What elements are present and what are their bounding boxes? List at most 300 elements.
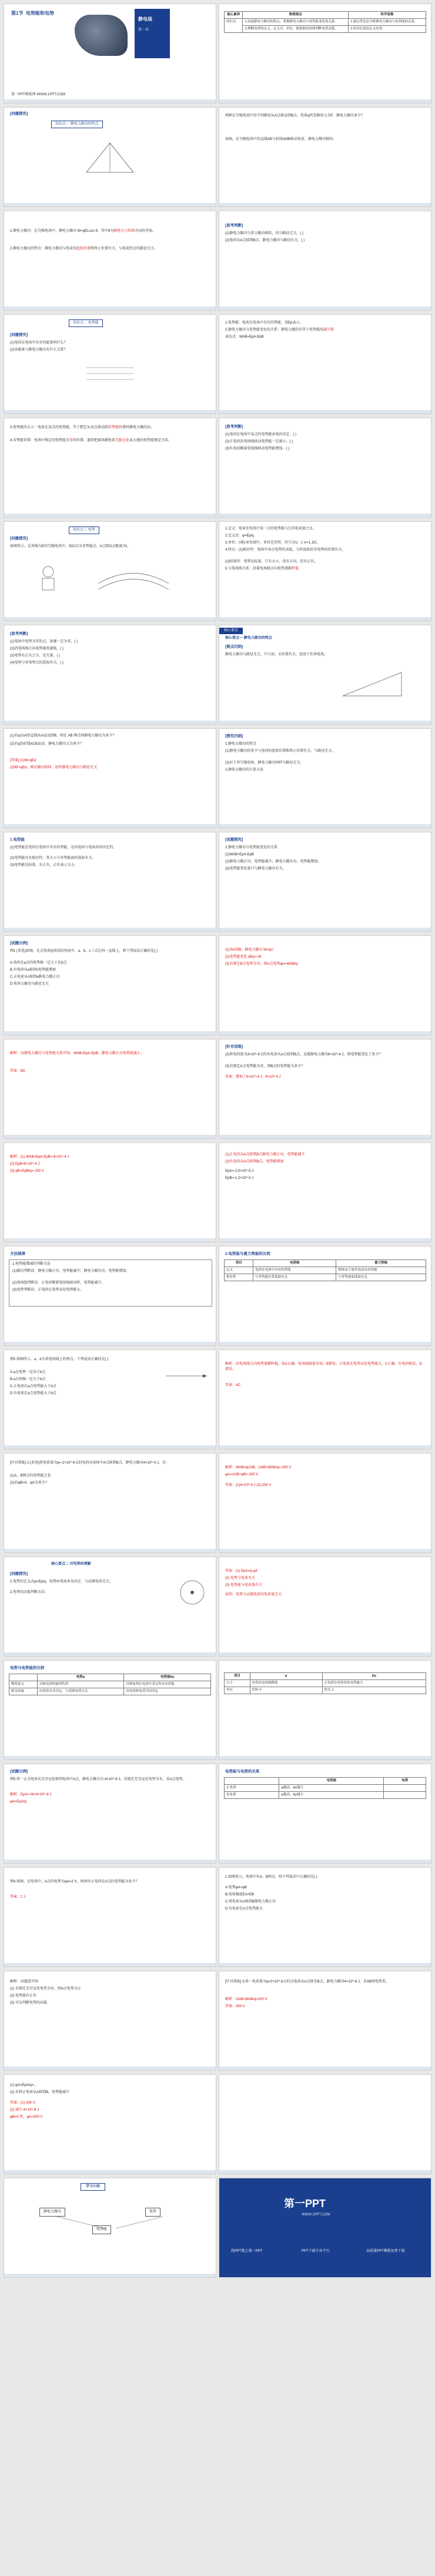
- summary-item: 电势: [145, 2208, 160, 2217]
- slide-footer: [4, 514, 216, 517]
- question-text: 两种在匀强电场中沿不同路径从A点移动到B点，电荷q所受静电力为F，静电力做功多少？: [225, 114, 365, 118]
- option-a: A.电荷在a点的电势能一定大于在b点: [10, 961, 67, 965]
- summary-connectors: [51, 2214, 169, 2237]
- slide-trial-1: [219, 832, 431, 932]
- solution-3: (3) 可以判断电势的高低: [10, 2001, 48, 2005]
- solution-2: φA=UAB+φB=-200 V: [225, 1473, 259, 1477]
- cell-factors-pe: 由电场和电荷共同决定: [124, 1688, 211, 1695]
- col-potential: 电势φ: [37, 1674, 124, 1681]
- section-heading: [探究归纳]: [225, 734, 243, 738]
- col-item: 项目: [225, 1260, 253, 1267]
- option-b: B.电场强度EA>EB: [225, 1893, 255, 1897]
- section-heading: [问题探究]: [10, 536, 28, 541]
- slide-core-2-answer: [219, 1557, 431, 1657]
- lesson-title: [11, 10, 54, 17]
- slide-footer: [219, 306, 431, 310]
- step-1: (1)由A到B，静电力做功 W=qU: [225, 948, 273, 952]
- option-c: C.正电荷在a点电势能大于b点: [10, 1385, 56, 1388]
- pe-size-tail: 位置时静电力做的功。: [119, 426, 155, 429]
- col-header-concept: 物理观念: [243, 12, 349, 19]
- summary-title: 学习小结: [81, 2183, 105, 2191]
- summary-item: 电势能: [92, 2225, 111, 2234]
- analysis-text: 解析：沿电场线方向电势逐渐降低，故A正确；电场线疏密未知，B错误；正电荷在电势高处电势能大，C正确；负电荷相反，D错误。: [225, 1362, 422, 1371]
- slide-example-1-answer: [4, 1039, 216, 1139]
- core-tag: 核心要点: [219, 628, 243, 634]
- step-3: (3)若规定B点电势为零，则A点电势φA=WAB/q: [225, 962, 298, 966]
- objective-a1: 1.知道静电力做功的特点，掌握静电力做功与电势能变化的关系。: [243, 19, 349, 26]
- question-2: (2)该能量与静电力做功有什么关系？: [10, 348, 68, 352]
- lesson-number: 第1节: [11, 11, 24, 16]
- footer-slogan-3: 高质量PPT模板免费下载: [366, 2250, 405, 2253]
- solution-1: 解析：(1) WAB=EpA-EpB=-6×10^-4 J: [10, 1155, 69, 1159]
- slide-footer: [4, 99, 216, 103]
- answer-2: (2)W'=qEd，两次做功相同，说明静电力做功与路径无关: [10, 766, 98, 769]
- slide-footer: [219, 99, 431, 103]
- training-q1: (1)A、B两点的电势能之差: [10, 1474, 51, 1478]
- judge-item-2: (2)电荷从A点移到B点，静电力做功与路径有关。( ): [225, 239, 305, 242]
- trial-1: (1)WAB=EpA-EpB: [225, 853, 254, 857]
- col-phi: φ: [250, 1673, 322, 1680]
- slide-footer: [4, 1445, 216, 1449]
- trial-title: 2.静电力做功与电势能变化的关系: [225, 846, 278, 849]
- slide-footer: [219, 617, 431, 621]
- pe-formula: 表达式：WAB=EpA-EpB: [225, 335, 264, 339]
- work-def-tail: 方向的夹角。: [135, 229, 156, 233]
- field-line-diagram: [163, 1358, 210, 1394]
- slide-footer: [219, 1135, 431, 1138]
- option-c: C.正电荷从c移到a静电力做正功: [10, 975, 60, 979]
- practice-stem: 1.如图所示，电场中有A、B两点，则下列说法中正确的是( ): [225, 1875, 317, 1879]
- slide-footer: [219, 410, 431, 414]
- site-watermark: 第一PPT模板网-WWW.1PPT.COM: [11, 93, 65, 96]
- col-item: 项目: [225, 1673, 250, 1680]
- trial-3: (3)电势能变化量只与静电力做功有关。: [225, 867, 286, 871]
- slide-title: [4, 4, 216, 104]
- slide-footer: [219, 1238, 431, 1242]
- slide-footer: [219, 514, 431, 517]
- cell-unit-phi: 伏特 V: [250, 1687, 322, 1694]
- comparison-table: [224, 1259, 426, 1281]
- row-header-knowledge: 知识点: [225, 19, 243, 33]
- section-heading: 1.电势能: [10, 838, 25, 842]
- slide-example-3: [4, 1764, 216, 1864]
- answer-3: φB=0 时，φA=200 V: [10, 2115, 43, 2119]
- pe-size-text: 3.电势能的大小：电荷在某点的电势能，等于把它从该点移动到: [10, 426, 109, 429]
- method-2: (2)电场线判断法：正电荷顺着电场线移动时，电势能减少。: [12, 1281, 105, 1285]
- slide-comparison-3: [219, 1660, 431, 1760]
- cell-size-phi: 电势沿电场线降低: [250, 1680, 322, 1687]
- slide-knowledge-3: [4, 521, 216, 621]
- answer-note: 说明：电势与试探电荷的电荷量无关: [225, 1593, 282, 1597]
- pe-point-3: (3)电势能是标量，有正负，正负表示大小。: [10, 864, 78, 867]
- row-positive: 正电荷: [225, 1785, 279, 1792]
- section-heading: [问题探究]: [10, 333, 28, 337]
- row-relativity: 相对性: [225, 1274, 253, 1281]
- answer-2: (2) 减少 4×10^-6 J: [10, 2108, 39, 2112]
- section-heading: 2.电势能与重力势能的比较: [225, 1252, 270, 1256]
- detail-3: EpA=-2.0×10^-5 J: [225, 1169, 254, 1173]
- pe-relation-key: 减少量: [323, 328, 334, 332]
- section-heading: [思考判断]: [10, 632, 28, 636]
- section-heading: 电势能与电势的关系: [225, 1769, 260, 1774]
- slide-knowledge-1: [4, 107, 216, 207]
- slide-footer: [4, 1238, 216, 1242]
- judge-item-3: (3)负电荷顺着电场线移动电势能增加。( ): [225, 447, 289, 451]
- col-gravity-pe: 重力势能: [336, 1260, 426, 1267]
- slide-footer: [4, 203, 216, 206]
- judge-item-1: (1)电荷在电场中某点的电势能由电荷决定。( ): [225, 433, 296, 436]
- knowledge-tag: 知识点三 电势: [69, 526, 99, 534]
- slide-pe-size: [4, 418, 216, 518]
- objective-a2: 1.通过类比法分析静电力做功与电势能的关系。: [349, 19, 426, 26]
- slide-footer: [219, 1549, 431, 1552]
- zero-pe-key2: 无限远处: [115, 439, 130, 442]
- method-3: (3)电势判断法：正电荷在电势高处电势能大。: [12, 1288, 84, 1292]
- potential-scalar: (2)标量性：电势是标量，只有大小，没有方向，但有正负。: [225, 560, 318, 564]
- option-d: D.电场力做功与路径无关: [10, 982, 49, 986]
- cell-positive-pe: φ越高，Ep越大: [279, 1785, 384, 1792]
- induction-1: (1)静电力做功的多少与电荷的起始位置和终止位置有关，与路径无关。: [225, 749, 336, 753]
- objective-b1: 2.理解电势的定义、定义式、单位，能根据电场线判断电势高低。: [243, 26, 349, 33]
- col-header-core: 核心素养: [225, 12, 243, 19]
- work-feature-tail: 和终止位置有关，与电荷经过的路径无关。: [91, 247, 158, 251]
- training-stem: [针对训练] 3.将一电荷量为q=2×10^-8 C的点电荷从A点移至B点，静电力做功4×10^-6 J，求AB间电势差。: [225, 1980, 389, 1984]
- slide-induction-1: [219, 728, 431, 828]
- col-empty: [9, 1674, 38, 1681]
- brand-logo: 第一PPT: [284, 2198, 326, 2210]
- work-feature-key: 起始位置: [76, 247, 91, 251]
- cell-def-gravity: 物体由于被举高而具有的能: [336, 1267, 426, 1274]
- slide-footer: [4, 824, 216, 828]
- slide-practice-1-solution: [4, 1971, 216, 2071]
- chapter-number: 第一章: [138, 28, 149, 32]
- path-diagram: [337, 667, 407, 702]
- summary-item: 静电力做功: [39, 2208, 65, 2217]
- step-2: (2)电势能变化 ΔEp=-W: [225, 955, 262, 959]
- detail-4: EpB=-1.2×10^-5 J: [225, 1177, 254, 1180]
- objectives-table: [224, 11, 426, 33]
- analysis-text: 解析：由静电力做功与电势能关系可知：WAB=EpA-EpB，静电力做正功电势能减小。: [10, 1052, 144, 1055]
- cell-factors-potential: 由电场本身决定，与试探电荷无关: [37, 1688, 124, 1695]
- question-1: (1)若q以v0沿直线从A运动到B，则在 AB 两点间静电力做功为多少？: [10, 734, 116, 738]
- slide-knowledge-1b: [219, 107, 431, 207]
- slide-work-def: [4, 211, 216, 311]
- slide-comparison-4: [219, 1764, 431, 1864]
- induction-3: 2.静电力做功的计算方法: [225, 768, 264, 772]
- slide-training-3: [219, 1971, 431, 2071]
- brand-url: WWW.1PPT.COM: [302, 2213, 330, 2217]
- core-text-2: 2.电势的高低判断方法：: [10, 1591, 49, 1594]
- section-heading: [问题探究]: [10, 1572, 28, 1576]
- cell-negative-pe: φ越高，Ep越小: [279, 1792, 384, 1799]
- zero-pe-mid: 的位置，通常把离场源电荷: [73, 439, 116, 442]
- slide-training-3-steps: [4, 2074, 216, 2174]
- method-1: (1)做功判断法：静电力做正功，电势能减少；静电力做负功，电势能增加。: [12, 1269, 130, 1273]
- option-b: B.a点场强一定大于b点: [10, 1378, 46, 1381]
- option-d: D.负电荷在a点电势能大于b点: [10, 1392, 56, 1395]
- solution-2: (2) 电势能有正负: [10, 1994, 37, 1998]
- slide-pe-explain: [4, 832, 216, 932]
- footer-slogan-1: 找PPT就上第一PPT: [231, 2250, 263, 2253]
- objective-b2: 2.经历比值法定义电势。: [349, 26, 426, 33]
- slide-footer: [4, 721, 216, 724]
- slide-example-2-answer: [219, 1349, 431, 1449]
- slide-blank: [219, 2074, 431, 2174]
- core-title: 核心要点二 对电势的理解: [51, 1562, 91, 1566]
- slide-training-1-detail: [219, 1142, 431, 1242]
- pe-size-key: 零势能: [108, 426, 119, 429]
- knowledge-tag: 知识点一 静电力做功的特点: [51, 121, 103, 128]
- zero-pe-text: 4.零势能位置：电场中规定的电势能为: [10, 439, 70, 442]
- training-answer: 答案：增加了6×10^-4 J；6×10^-4 J: [225, 1075, 281, 1079]
- judge-item-4: (4)电势与零电势点的选取有关。( ): [10, 661, 63, 665]
- solution-1: (1) 若规定无穷远处电势为零，则A点电势为正: [10, 1987, 82, 1991]
- slide-footer: [219, 1859, 431, 1863]
- slide-footer: [4, 1549, 216, 1552]
- slide-objectives: [219, 4, 431, 104]
- step-2: (2) 若将正电荷从A移到B，电势能减少: [10, 2091, 70, 2094]
- slide-footer: [219, 1342, 431, 1345]
- slide-footer: [4, 617, 216, 621]
- slide-training-2: [4, 1453, 216, 1553]
- training-solution: 解析：UAB=WAB/q=200 V: [225, 1998, 267, 2001]
- solution-1: 解析：EpA=-W=4×10^-8 J: [10, 1793, 52, 1797]
- slide-method-1: [4, 1246, 216, 1346]
- answer-3: (3) 电势能与电荷量有关: [225, 1584, 263, 1587]
- slide-knowledge-2: [4, 314, 216, 414]
- section-heading: [试题示例]: [10, 941, 28, 945]
- slide-footer: [219, 1031, 431, 1035]
- slide-footer: [219, 1963, 431, 1967]
- solution-title: 解析：由题意可知: [10, 1980, 39, 1984]
- core-text-1: 1.电势的定义式φ=Ep/q，电势由电场本身决定，与试探电荷无关。: [10, 1580, 113, 1584]
- zero-pe-tail: 或大地的电势能规定为零。: [129, 439, 172, 442]
- core-text: 静电力做功与路径无关，只与初、末位置有关，适用于任何电场。: [225, 653, 328, 657]
- judge-item-1: (1)电场中电势为零的点，场强一定为零。( ): [10, 640, 78, 644]
- detail-1: (1)正电荷从A点移到B点静电力做正功，电势能减少: [225, 1153, 305, 1157]
- pe-relation: 2.静电力做功与电势能变化的关系：静电力做的功等于电势能的: [225, 328, 324, 332]
- zero-pe-key: 零: [69, 439, 73, 442]
- option-a: A.a点电势一定高于b点: [10, 1371, 46, 1374]
- slide-potential-energy: [219, 314, 431, 414]
- answer-text: 答案：2 J: [10, 1895, 26, 1899]
- example-stem: 例2 如图所示，a、b为某电场线上的两点，下列说法正确的是( ): [10, 1358, 109, 1361]
- training-q2: (3)若规定A点电势能为零，则B点的电势能为多少？: [225, 1065, 305, 1068]
- section-heading: [问题探究]: [10, 112, 28, 116]
- detail-2: (2)负电荷从A点移到B点，电势能增加: [225, 1160, 284, 1164]
- cell-unit-ep: 焦耳 J: [322, 1687, 426, 1694]
- potential-formula: 2.定义式：φ=Ep/q: [225, 534, 254, 538]
- slide-training-1-solution: [4, 1142, 216, 1242]
- cell-meaning-potential: 反映电场的能的性质: [37, 1681, 124, 1688]
- section-heading: 方法规律: [10, 1252, 25, 1256]
- example-stem: 例3 将一正点电荷从无穷远处移到电场中A点，静电力做功为-4×10^-8 J，若规定无穷远处电势为零，求A点电势。: [10, 1778, 186, 1781]
- training-answer: 答案：200 V: [225, 2005, 245, 2008]
- slide-example-1-steps: [219, 935, 431, 1035]
- slide-example-1: [4, 935, 216, 1035]
- slide-footer: [4, 2170, 216, 2174]
- slide-footer: [219, 1652, 431, 1656]
- slide-comparison-2: [4, 1660, 216, 1760]
- answer-text: 如图，在匀强电场中沿直线AB与折线AMB移动电荷，静电力做功相同。: [225, 138, 337, 141]
- slide-footer: [4, 2067, 216, 2070]
- slide-footer: [4, 1031, 216, 1035]
- slide-judge-2: [219, 418, 431, 518]
- slide-footer: [4, 1963, 216, 1967]
- slide-potential: [219, 521, 431, 621]
- lesson-name: 电势能和电势: [25, 11, 54, 16]
- judge-item-1: (1)静电力做功与重力做功相似，均与路径无关。( ): [225, 232, 303, 235]
- slide-footer: [219, 203, 431, 206]
- field-lines-diagram: [86, 362, 133, 385]
- section-heading: [思考判断]: [225, 224, 243, 228]
- step-1: (1) φA=EpA/q=...: [10, 2084, 37, 2087]
- comparison-table: [224, 1672, 426, 1694]
- col-header-thinking: 科学思维: [349, 12, 426, 19]
- solution-2: φA=EpA/q: [10, 1800, 26, 1804]
- comparison-table: [9, 1674, 211, 1695]
- slide-core-1: [219, 625, 431, 725]
- pe-point-1: (1)电势能是电荷在电场中具有的势能，是由电荷与电场共同决定的。: [10, 846, 117, 849]
- cell-positive-potential: [384, 1785, 426, 1792]
- slide-summary: [4, 2178, 216, 2278]
- slide-footer: [219, 721, 431, 724]
- cell-meaning-pe: 反映电荷在电场中某点所具有的能: [124, 1681, 211, 1688]
- section-heading: [针对训练]: [225, 1045, 243, 1049]
- method-title: 1.电势能增减的判断方法: [12, 1262, 51, 1266]
- row-definition: 定义: [225, 1267, 253, 1274]
- answer-1: [答案] (1)W=qEd: [10, 759, 36, 762]
- col-pe: 电势能Ep: [124, 1674, 211, 1681]
- slide-footer: [4, 410, 216, 414]
- induction-title: 1.静电力做功的特点: [225, 742, 257, 746]
- slide-footer: [4, 1135, 216, 1138]
- answer-text: 答案：AC: [225, 1384, 241, 1387]
- potential-definition: 1.定义：电荷在电场中某一点的电势能与它的电荷量之比。: [225, 527, 317, 531]
- section-heading: 电势与电势能的比较: [10, 1666, 45, 1670]
- question-1: (1)电荷在电场中具有的能量叫什么？: [10, 341, 68, 345]
- answer-text: 答案：BC: [10, 1069, 26, 1073]
- solution-1: 解析：WAB=qUAB，UAB=WAB/q=-200 V: [225, 1466, 292, 1469]
- training-q2: (2)若φB=0，φA为多少？: [10, 1481, 49, 1485]
- slide-ending: [219, 2178, 431, 2278]
- solution-2: (2) EpB=6×10^-4 J: [10, 1162, 40, 1166]
- training-q1: (2)将电荷量为3×10^-6 C的负电荷从A点移到B点，克服静电力做功6×10^-4 J，则电势能变化了多少？: [225, 1053, 383, 1057]
- slide-footer: [219, 824, 431, 828]
- col-pe: 电势能: [279, 1778, 384, 1785]
- trial-2: (2)静电力做正功，电势能减少；静电力做负功，电势能增加。: [225, 860, 322, 864]
- slide-footer: [219, 2067, 431, 2070]
- slide-footer: [219, 1756, 431, 1759]
- slide-footer: [4, 1756, 216, 1759]
- section-heading: [试题探究]: [225, 838, 243, 842]
- row-factors: 相关因素: [9, 1688, 38, 1695]
- slide-judge-1: [219, 211, 431, 311]
- slide-comparison-1: [219, 1246, 431, 1346]
- judge-item-2: (2)沿电场线方向电势越来越低。( ): [10, 647, 63, 651]
- slide-training-2-answer: [219, 1453, 431, 1553]
- slide-example-2: [4, 1349, 216, 1449]
- field-diagram: [98, 569, 169, 592]
- question-2: (2)若q沿折线ACB运动，静电力做功又为多少？: [10, 742, 84, 746]
- core-title: 核心要点一 静电力做功的特点: [225, 636, 272, 640]
- slide-footer: [4, 306, 216, 310]
- slide-footer: [4, 2274, 216, 2277]
- solution-3: (3) φB=EpB/q=-200 V: [10, 1169, 44, 1173]
- slide-work-question: [4, 728, 216, 828]
- answer-1: 答案：(1) EpA=q·φA: [225, 1569, 258, 1573]
- slide-footer: [4, 1859, 216, 1863]
- option-b: B.负电荷从a移到c电势能增加: [10, 968, 56, 972]
- pe-point-2: (2)电势能具有相对性，其大小与零势能面的选取有关。: [10, 857, 96, 860]
- col-empty: [225, 1778, 279, 1785]
- row-meaning: 物理意义: [9, 1681, 38, 1688]
- section-heading: [要点归纳]: [225, 645, 243, 649]
- answer-2: (2) 电势与电荷无关: [225, 1577, 256, 1580]
- section-heading: [思考判断]: [225, 425, 243, 429]
- col-electric-pe: 电势能: [253, 1260, 336, 1267]
- knowledge-tag: 知识点二 电势能: [69, 319, 103, 327]
- slide-footer: [219, 1445, 431, 1449]
- potential-field-line: 5.与电场线关系：沿着电场线方向电势逐渐: [225, 567, 292, 571]
- induction-2: (2)对于非匀强电场，静电力做功同样与路径无关。: [225, 761, 304, 765]
- potential-field-line-key: 降低: [292, 567, 299, 571]
- potential-unit: 3.单位：国际单位制中，单位是伏特，符号为V，1 V=1 J/C。: [225, 541, 320, 545]
- cell-size-ep: 正电荷在电势高处电势能大: [322, 1680, 426, 1687]
- potential-diagram: [175, 1575, 210, 1610]
- header-image: [75, 15, 128, 56]
- slide-training-1: [219, 1039, 431, 1139]
- footer-slogan-2: PPT下载专业平台: [302, 2250, 330, 2253]
- slide-practice-1: [219, 1867, 431, 1967]
- question-text: 如图所示，在场强为E的匀强电场中，取O点为零势能点，A点到O点距离为l。: [10, 545, 130, 548]
- cell-def-electric: 电荷在电场中具有的势能: [253, 1267, 336, 1274]
- row-negative: 负电荷: [225, 1792, 279, 1799]
- slide-footer: [4, 928, 216, 931]
- example-stem: 例1 (多选)如图，在点电荷Q形成的电场中，a、b、c三点在同一直线上，则下列说法正确的是( ): [10, 949, 158, 953]
- work-feature-text: 2.静电力做功的特点：静电力做功与电荷的: [10, 247, 77, 251]
- answer-1: 答案：(1) 200 V: [10, 2101, 35, 2105]
- potential-relativity: 4.特点：(1)相对性：电场中各点电势的高低，与所选取的零电势的位置有关。: [225, 548, 346, 552]
- chapter-title: 静电场: [138, 16, 152, 22]
- row-unit: 单位: [225, 1687, 250, 1694]
- cell-rel-electric: 与零势能位置选取有关: [253, 1274, 336, 1281]
- cell-negative-potential: [384, 1792, 426, 1799]
- row-size: 大小: [225, 1680, 250, 1687]
- example-stem: 例4 如图，在电场中，A点的电势为φA=2 V，则单位正电荷在A点的电势能为多少？: [10, 1880, 139, 1884]
- work-def-text: 1.静电力做功：在匀强电场中，静电力做功 W=qELcos θ，其中θ为: [10, 229, 114, 233]
- judge-item-3: (3)电势有正负之分，是矢量。( ): [10, 654, 60, 658]
- section-heading: [试题示例]: [10, 1769, 28, 1774]
- slide-footer: [219, 928, 431, 931]
- answer-text: 答案：(1)4×10^-4 J (2)-200 V: [225, 1484, 272, 1487]
- option-d: D.负电荷在A点电势能大: [225, 1907, 263, 1911]
- col-ep: Ep: [322, 1673, 426, 1680]
- col-potential: 电势: [384, 1778, 426, 1785]
- option-a: A.电势φA>φB: [225, 1886, 247, 1889]
- option-c: C.将电荷从A移到B静电力做正功: [225, 1900, 276, 1904]
- field-diagram: [81, 137, 139, 178]
- student-illustration: [28, 563, 69, 592]
- slide-core-2: [4, 1557, 216, 1657]
- judge-item-2: (2)正电荷沿电场线移动电势能一定减小。( ): [225, 440, 293, 444]
- work-def-key: 静电力与位移: [113, 229, 135, 233]
- slide-judge-3: [4, 625, 216, 725]
- pe-definition: 1.电势能：电荷在电场中具有的势能，用Ep表示。: [225, 321, 303, 325]
- slide-example-4: [4, 1867, 216, 1967]
- comparison-table: [224, 1777, 426, 1799]
- slide-footer: [4, 1652, 216, 1656]
